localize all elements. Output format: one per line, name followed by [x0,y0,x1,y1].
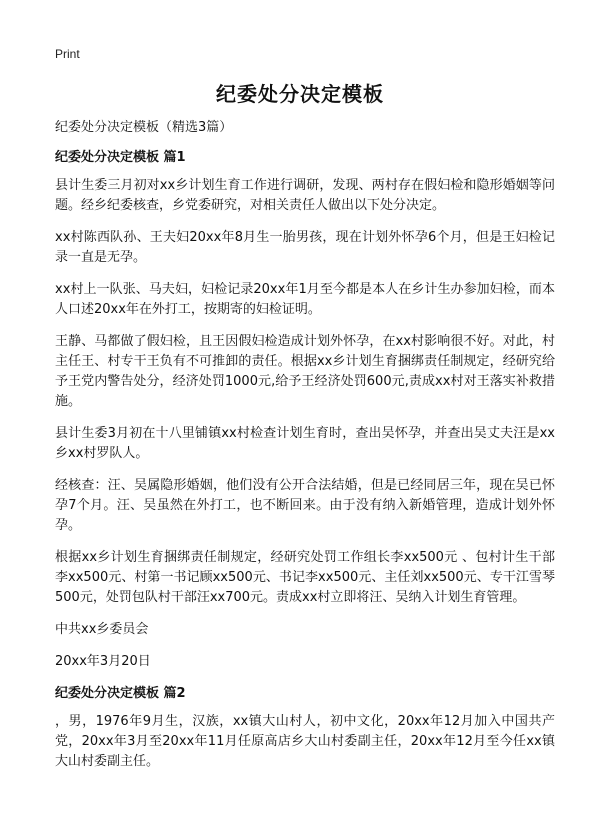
section-2 [55,684,555,772]
paragraph: 县计生委三月初对xx乡计划生育工作进行调研，发现、两村存在假妇检和隐形婚姻等问题。经乡纪委核查，乡党委研究，对相关责任人做出以下处分决定。 [55,178,555,213]
paragraph: 县计生委3月初在十八里铺镇xx村检查计划生育时，查出吴怀孕，并查出吴丈夫汪是xx乡xx村罗队人。 [55,426,555,461]
paragraph: 根据xx乡计划生育捆绑责任制规定，经研究处罚工作组长李xx500元 、包村计生干部李xx500元、村第一书记顾xx500元、书记李xx500元、主任刘xx500元、专干江雪琴500元，处罚包队村干部汪xx700元。责成xx村立即将汪、吴纳入计划生育管理。 [55,550,555,605]
signature: 中共xx乡委员会 [55,622,149,637]
document-title: 纪委处分决定模板 [216,82,384,106]
document-body [55,118,555,784]
paragraph: ，男，1976年9月生，汉族，xx镇大山村人，初中文化，20xx年12月加入中国共产党，20xx年3月至20xx年11月任原高店乡大山村委副主任，20xx年12月至今任xx镇大山村委副主任。 [55,714,555,769]
print-link[interactable]: Print [55,47,80,61]
section-1 [55,148,555,672]
paragraph: xx村上一队张、马夫妇，妇检记录20xx年1月至今都是本人在乡计生办参加妇检，而本人口述20xx年在外打工，按期寄的妇检证明。 [55,282,555,317]
section-heading: 纪委处分决定模板 篇2 [55,686,186,701]
document-subtitle: 纪委处分决定模板（精选3篇） [55,120,233,135]
paragraph: xx村陈西队孙、王夫妇20xx年8月生一胎男孩，现在计划外怀孕6个月，但是王妇检记录一直是无孕。 [55,230,555,265]
date: 20xx年3月20日 [55,654,151,669]
paragraph: 王静、马都做了假妇检，且王因假妇检造成计划外怀孕，在xx村影响很不好。对此，村主任王、村专干王负有不可推卸的责任。根据xx乡计划生育捆绑责任制规定，经研究给予王党内警告处分，经济处罚1000元,给予王经济处罚600元,责成xx村对王落实补救措施。 [55,334,555,409]
section-heading: 纪委处分决定模板 篇1 [55,150,186,165]
paragraph: 经核查：汪、吴属隐形婚姻，他们没有公开合法结婚，但是已经同居三年，现在吴已怀孕7个月。汪、吴虽然在外打工，也不断回来。由于没有纳入新婚管理，造成计划外怀孕。 [55,478,555,533]
